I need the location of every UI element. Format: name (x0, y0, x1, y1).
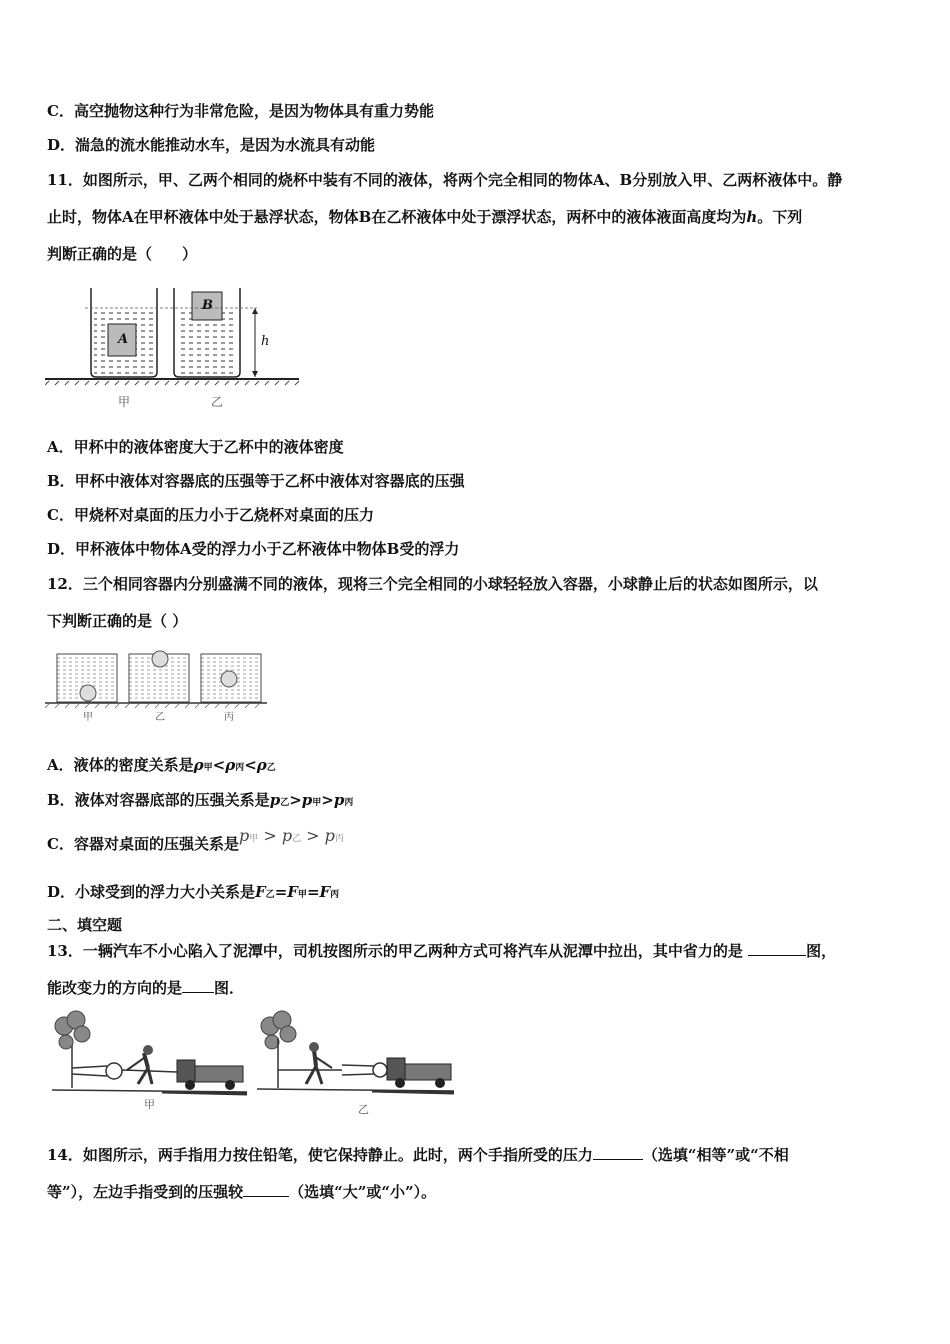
sub-bing: 丙 (235, 763, 245, 773)
q11-stem-text-end: 。下列 (757, 208, 803, 226)
q13-text: 能改变力的方向的是 (47, 979, 183, 997)
sub-jia: 甲 (249, 834, 259, 844)
sub-yi: 乙 (280, 798, 290, 808)
caption-jia: 甲 (83, 712, 93, 723)
q13-stem-line1 (47, 941, 836, 961)
caption-yi: 乙 (155, 712, 165, 723)
caption-jia: 甲 (144, 1098, 155, 1111)
eq-sign: = (306, 883, 320, 901)
f-symbol: F (287, 883, 298, 901)
p-symbol: p (281, 826, 293, 845)
answer-blank[interactable] (243, 1182, 289, 1197)
caption-jia: 甲 (118, 395, 131, 409)
p-symbol: p (301, 791, 313, 809)
sub-bing: 丙 (334, 834, 344, 844)
option-text: B．液体对容器底部的压强关系是 (47, 791, 270, 809)
q12-stem-line2: 下判断正确的是（ ） (47, 612, 188, 630)
q11-stem-text: 止时，物体A在甲杯液体中处于悬浮状态，物体B在乙杯液体中处于漂浮状态，两杯中的液体液面高度均为 (47, 208, 747, 226)
f-symbol: F (319, 883, 331, 901)
caption-yi: 乙 (358, 1103, 369, 1116)
q12-option-c (47, 826, 344, 857)
q11-stem-line1: 11．如图所示，甲、乙两个相同的烧杯中装有不同的液体，将两个完全相同的物体A、B分别放入甲、乙两杯液体中。静 (47, 171, 843, 189)
sub-jia: 甲 (312, 798, 322, 808)
q14-text-end: （选填“大”或“小”）。 (289, 1183, 437, 1201)
option-text: D．小球受到的浮力大小关系是 (47, 883, 256, 901)
q14-text: 14．如图所示，两手指用力按住铅笔，使它保持静止。此时，两个手指所受的压力 (47, 1146, 593, 1164)
rho-symbol: ρ (256, 756, 267, 774)
q12-figure-containers (45, 648, 270, 726)
option-text: A．液体的密度关系是 (47, 756, 194, 774)
q12-option-d (47, 882, 339, 905)
lt-sign: < (212, 756, 226, 774)
q13-text-end: 图． (214, 979, 245, 997)
q14-stem-line2 (47, 1182, 436, 1202)
object-b-label: B (202, 298, 213, 313)
q13-stem-line2 (47, 978, 244, 998)
q10-option-c: C．高空抛物这种行为非常危险，是因为物体具有重力势能 (47, 102, 434, 120)
caption-yi: 乙 (211, 395, 224, 409)
option-text: C．容器对桌面的压强关系是 (47, 835, 239, 853)
gt-sign: > (321, 791, 334, 809)
sub-jia: 甲 (297, 890, 307, 900)
height-label: h (261, 334, 270, 349)
answer-blank[interactable] (593, 1145, 643, 1160)
q12-stem-line1: 12．三个相同容器内分别盛满不同的液体，现将三个完全相同的小球轻轻放入容器，小球静止后的状态如图所示，以 (47, 575, 818, 593)
caption-bing: 丙 (224, 712, 234, 723)
q13-text-end: 图， (806, 942, 837, 960)
answer-blank[interactable] (748, 941, 806, 956)
q11-stem-line3: 判断正确的是（ ） (47, 245, 198, 263)
q12-option-a (47, 755, 276, 778)
p-symbol: p (238, 826, 250, 845)
p-symbol: p (324, 826, 335, 845)
section-heading: 二、填空题 (47, 916, 123, 934)
p-symbol: p (269, 791, 281, 809)
q11-figure-beakers (45, 280, 305, 415)
q11-height-symbol: h (746, 208, 758, 226)
q11-stem-line2 (47, 207, 802, 227)
q12-option-b (47, 790, 353, 813)
sub-bing: 丙 (330, 890, 340, 900)
gt-sign: > (289, 791, 302, 809)
q13-text: 13．一辆汽车不小心陷入了泥潭中，司机按图所示的甲乙两种方式可将汽车从泥潭中拉出，其中省力的是 (47, 942, 749, 960)
q11-option-c: C．甲烧杯对桌面的压力小于乙烧杯对桌面的压力 (47, 506, 374, 524)
pressure-formula (239, 826, 344, 845)
sub-jia: 甲 (203, 763, 213, 773)
q14-text-end: （选填“相等”或“不相 (642, 1146, 789, 1164)
q11-option-a: A．甲杯中的液体密度大于乙杯中的液体密度 (47, 438, 344, 456)
q14-text: 等”），左边手指受到的压强较 (47, 1183, 244, 1201)
q11-option-d: D．甲杯液体中物体A受的浮力小于乙杯液体中物体B受的浮力 (47, 540, 460, 558)
answer-blank[interactable] (182, 978, 214, 993)
gt-sign: > (263, 826, 277, 845)
q14-stem-line1 (47, 1145, 789, 1165)
q13-figure-truck-pull (52, 1008, 457, 1120)
sub-yi: 乙 (266, 763, 276, 773)
sub-yi: 乙 (292, 834, 302, 844)
rho-symbol: ρ (225, 756, 236, 774)
lt-sign: < (244, 756, 257, 774)
sub-yi: 乙 (265, 890, 275, 900)
sub-bing: 丙 (344, 798, 354, 808)
object-a-label: A (118, 332, 129, 347)
p-symbol: p (333, 791, 345, 809)
q11-option-b: B．甲杯中液体对容器底的压强等于乙杯中液体对容器底的压强 (47, 472, 465, 490)
gt-sign: > (306, 826, 320, 845)
rho-symbol: ρ (193, 756, 204, 774)
f-symbol: F (255, 883, 266, 901)
q10-option-d: D．湍急的流水能推动水车，是因为水流具有动能 (47, 136, 376, 154)
eq-sign: = (274, 883, 288, 901)
